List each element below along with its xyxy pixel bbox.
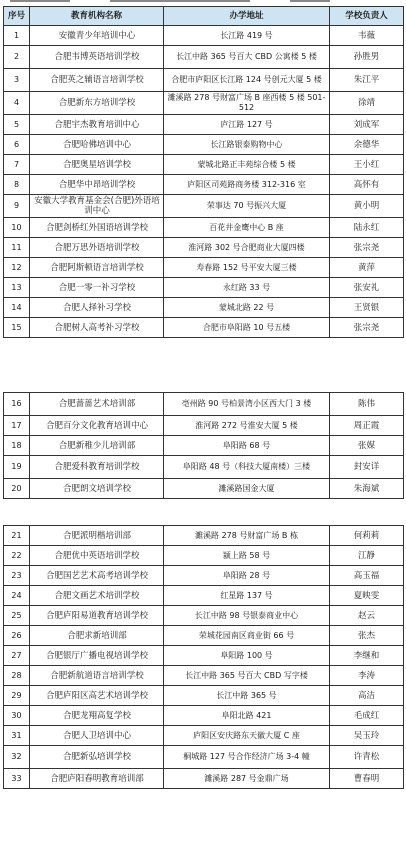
institution-name-cell: 合肥新弘培训学校: [30, 746, 164, 769]
row-number-cell: 32: [4, 746, 30, 769]
contact-person-cell: 赵云: [330, 606, 404, 626]
contact-person-cell: 封安详: [330, 456, 404, 479]
contact-person-cell: 黄小明: [330, 195, 404, 218]
contact-person-cell: 高怀有: [330, 175, 404, 195]
address-cell: 淮河路 272 号淮安大厦 5 楼: [164, 416, 330, 436]
row-number-cell: 33: [4, 769, 30, 789]
address-cell: 淮河路 302 号合肥商业大厦四楼: [164, 238, 330, 258]
address-cell: 阜阳路 48 号（科技大厦南楼）三楼: [164, 456, 330, 479]
address-cell: 荣事达 70 号振兴大厦: [164, 195, 330, 218]
institution-name-cell: 合肥奥星培训学校: [30, 155, 164, 175]
table-row: [4, 586, 404, 606]
row-number-cell: 4: [4, 92, 30, 115]
row-number-cell: 26: [4, 626, 30, 646]
institution-name-cell: 合肥阿斯顿语言培训学校: [30, 258, 164, 278]
table-row: [4, 626, 404, 646]
address-cell: 阜阳北路 421: [164, 706, 330, 726]
cropped-text-fragment: [10, 0, 70, 2]
table-row: [4, 546, 404, 566]
address-cell: 颍上路 58 号: [164, 546, 330, 566]
institution-name-cell: 合肥人择补习学校: [30, 298, 164, 318]
institutions-table-continued: [3, 525, 404, 789]
table-row: [4, 92, 404, 115]
contact-person-cell: 黄萍: [330, 258, 404, 278]
address-cell: 长江中路 98 号银泰商业中心: [164, 606, 330, 626]
row-number-cell: 19: [4, 456, 30, 479]
institution-name-cell: 合肥龙翔高复学校: [30, 706, 164, 726]
table-row: [4, 726, 404, 746]
address-cell: 庐江路 127 号: [164, 115, 330, 135]
address-cell: 长江中路 365 号百大 CBD 写字楼: [164, 666, 330, 686]
contact-person-cell: 许青松: [330, 746, 404, 769]
row-number-cell: 17: [4, 416, 30, 436]
contact-person-cell: 王小红: [330, 155, 404, 175]
address-cell: 濉溪路 278 号财富广场 B 座西楼 5 楼 501-512: [164, 92, 330, 115]
row-number-cell: 25: [4, 606, 30, 626]
institution-name-cell: 合肥一零一补习学校: [30, 278, 164, 298]
contact-person-cell: 李继和: [330, 646, 404, 666]
table-row: [4, 666, 404, 686]
table-row: [4, 195, 404, 218]
table-section-3: [3, 525, 403, 789]
address-cell: 合肥市阜阳路 10 号五楼: [164, 318, 330, 338]
table-row: [4, 393, 404, 416]
institution-name-cell: 合肥百分文化教育培训中心: [30, 416, 164, 436]
institution-name-cell: 合肥朗文培训学校: [30, 479, 164, 499]
contact-person-cell: 张宗尧: [330, 318, 404, 338]
institution-name-cell: 合肥庐阳易道教育培训学校: [30, 606, 164, 626]
row-number-cell: 1: [4, 26, 30, 46]
table-row: [4, 298, 404, 318]
table-row: [4, 436, 404, 456]
row-number-cell: 23: [4, 566, 30, 586]
row-number-cell: 8: [4, 175, 30, 195]
address-cell: 阜阳路 28 号: [164, 566, 330, 586]
table-section-1: [3, 6, 403, 338]
address-cell: 寿春路 152 号平安大厦三楼: [164, 258, 330, 278]
table-row: [4, 456, 404, 479]
institution-name-cell: 合肥派明楷培训部: [30, 526, 164, 546]
institutions-table: [3, 6, 404, 338]
row-number-cell: 28: [4, 666, 30, 686]
cropped-text-fragment: [290, 0, 330, 2]
institution-name-cell: 合肥华中昂培训学校: [30, 175, 164, 195]
contact-person-cell: 孙胜男: [330, 46, 404, 69]
contact-person-cell: 张宗尧: [330, 238, 404, 258]
address-cell: 亳州路 90 号柏景湾小区西大门 3 楼: [164, 393, 330, 416]
table-row: [4, 155, 404, 175]
table-row: [4, 26, 404, 46]
address-cell: 蒙城北路 22 号: [164, 298, 330, 318]
table-row: [4, 686, 404, 706]
row-number-cell: 9: [4, 195, 30, 218]
row-number-cell: 2: [4, 46, 30, 69]
institution-name-cell: 安徽青少年培训中心: [30, 26, 164, 46]
institution-name-cell: 合肥韦博英语培训学校: [30, 46, 164, 69]
institution-name-cell: 合肥剑桥红外国语培训学校: [30, 218, 164, 238]
header-contact: 学校负责人: [330, 7, 404, 26]
institution-name-cell: 合肥树人高考补习学校: [30, 318, 164, 338]
row-number-cell: 22: [4, 546, 30, 566]
row-number-cell: 7: [4, 155, 30, 175]
contact-person-cell: 韦薇: [330, 26, 404, 46]
contact-person-cell: 何莉莉: [330, 526, 404, 546]
header-name: 教育机构名称: [30, 7, 164, 26]
contact-person-cell: 曹春明: [330, 769, 404, 789]
row-number-cell: 30: [4, 706, 30, 726]
address-cell: 阜阳路 100 号: [164, 646, 330, 666]
contact-person-cell: 张杰: [330, 626, 404, 646]
table-row: [4, 318, 404, 338]
table-row: [4, 69, 404, 92]
table-row: [4, 566, 404, 586]
institutions-table-continued: [3, 392, 404, 499]
institution-name-cell: 合肥银厅广播电视培训学校: [30, 646, 164, 666]
row-number-cell: 18: [4, 436, 30, 456]
institution-name-cell: 合肥庐阳春明教育培训部: [30, 769, 164, 789]
address-cell: 长江路 419 号: [164, 26, 330, 46]
contact-person-cell: 张安礼: [330, 278, 404, 298]
institution-name-cell: 合肥国艺艺术高考培训学校: [30, 566, 164, 586]
row-number-cell: 31: [4, 726, 30, 746]
table-row: [4, 218, 404, 238]
address-cell: 长江中路 365 号百大 CBD 公寓楼 5 楼: [164, 46, 330, 69]
institution-name-cell: 合肥文画艺术培训学校: [30, 586, 164, 606]
table-row: [4, 46, 404, 69]
address-cell: 长江路银泰购物中心: [164, 135, 330, 155]
address-cell: 庐阳区安庆路东天徽大厦 C 座: [164, 726, 330, 746]
institution-name-cell: 合肥万思外语培训学校: [30, 238, 164, 258]
contact-person-cell: 毛成红: [330, 706, 404, 726]
row-number-cell: 12: [4, 258, 30, 278]
institution-name-cell: 合肥求新培训部: [30, 626, 164, 646]
table-row: [4, 706, 404, 726]
table-row: [4, 258, 404, 278]
contact-person-cell: 周正霞: [330, 416, 404, 436]
address-cell: 荣城花园南区商业街 66 号: [164, 626, 330, 646]
row-number-cell: 5: [4, 115, 30, 135]
address-cell: 阜阳路 68 号: [164, 436, 330, 456]
institution-name-cell: 合肥新东方培训学校: [30, 92, 164, 115]
row-number-cell: 6: [4, 135, 30, 155]
address-cell: 桐城路 127 号合作经济广场 3-4 幢: [164, 746, 330, 769]
address-cell: 合肥市庐阳区长江路 124 号创元大厦 5 楼: [164, 69, 330, 92]
institution-name-cell: 合肥爱科教育培训学校: [30, 456, 164, 479]
contact-person-cell: 夏映雯: [330, 586, 404, 606]
contact-person-cell: 余德华: [330, 135, 404, 155]
contact-person-cell: 吴玉玲: [330, 726, 404, 746]
contact-person-cell: 江静: [330, 546, 404, 566]
table-row: [4, 175, 404, 195]
header-address: 办学地址: [164, 7, 330, 26]
table-row: [4, 526, 404, 546]
table-row: [4, 606, 404, 626]
row-number-cell: 13: [4, 278, 30, 298]
row-number-cell: 24: [4, 586, 30, 606]
table-row: [4, 115, 404, 135]
table-header-row: [4, 7, 404, 26]
row-number-cell: 20: [4, 479, 30, 499]
contact-person-cell: 高洁: [330, 686, 404, 706]
table-row: [4, 646, 404, 666]
row-number-cell: 21: [4, 526, 30, 546]
institution-name-cell: 合肥人卫培训中心: [30, 726, 164, 746]
contact-person-cell: 陆永红: [330, 218, 404, 238]
address-cell: 濉溪路 287 号金鼎广场: [164, 769, 330, 789]
institution-name-cell: 合肥新航道语言培训学校: [30, 666, 164, 686]
institution-name-cell: 合肥庐阳区高艺术培训学校: [30, 686, 164, 706]
address-cell: 永红路 33 号: [164, 278, 330, 298]
row-number-cell: 16: [4, 393, 30, 416]
cropped-text-fragment: [110, 0, 250, 2]
row-number-cell: 14: [4, 298, 30, 318]
institution-name-cell: 合肥优中英语培训学校: [30, 546, 164, 566]
row-number-cell: 29: [4, 686, 30, 706]
table-row: [4, 769, 404, 789]
address-cell: 百花井金鹰中心 B 座: [164, 218, 330, 238]
contact-person-cell: 张媒: [330, 436, 404, 456]
address-cell: 红星路 137 号: [164, 586, 330, 606]
contact-person-cell: 李涛: [330, 666, 404, 686]
row-number-cell: 15: [4, 318, 30, 338]
institution-name-cell: 合肥蔷蔷艺术培训部: [30, 393, 164, 416]
header-no: 序号: [4, 7, 30, 26]
address-cell: 濉溪路国金大厦: [164, 479, 330, 499]
contact-person-cell: 高玉福: [330, 566, 404, 586]
address-cell: 濉溪路 278 号财富广场 B 栋: [164, 526, 330, 546]
contact-person-cell: 朱江平: [330, 69, 404, 92]
row-number-cell: 10: [4, 218, 30, 238]
row-number-cell: 3: [4, 69, 30, 92]
institution-name-cell: 安徽大学教育基金会(合肥)外语培训中心: [30, 195, 164, 218]
institution-name-cell: 合肥宇杰教育培训中心: [30, 115, 164, 135]
contact-person-cell: 朱海斌: [330, 479, 404, 499]
contact-person-cell: 徐靖: [330, 92, 404, 115]
contact-person-cell: 陈伟: [330, 393, 404, 416]
institution-name-cell: 合肥英之辅语言培训学校: [30, 69, 164, 92]
row-number-cell: 27: [4, 646, 30, 666]
address-cell: 长江中路 365 号: [164, 686, 330, 706]
table-row: [4, 135, 404, 155]
institution-name-cell: 合肥哈佛培训中心: [30, 135, 164, 155]
row-number-cell: 11: [4, 238, 30, 258]
table-row: [4, 479, 404, 499]
institution-name-cell: 合肥新稚少儿培训部: [30, 436, 164, 456]
table-section-2: [3, 392, 403, 499]
contact-person-cell: 刘成军: [330, 115, 404, 135]
table-row: [4, 238, 404, 258]
address-cell: 庐阳区司苑路商务楼 312-316 室: [164, 175, 330, 195]
address-cell: 蒙城北路正丰苑综合楼 5 楼: [164, 155, 330, 175]
table-row: [4, 746, 404, 769]
table-row: [4, 416, 404, 436]
contact-person-cell: 王贤银: [330, 298, 404, 318]
cropped-previous-row: [0, 0, 406, 5]
table-row: [4, 278, 404, 298]
